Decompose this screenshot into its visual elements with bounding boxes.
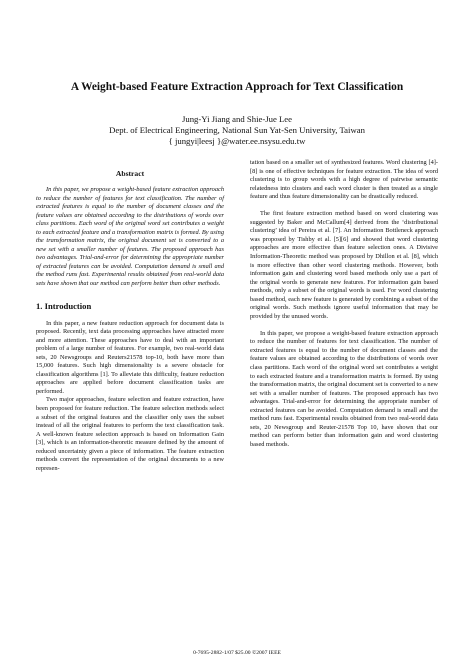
copyright-footer: 0-7695-2882-1/07 $25.00 ©2007 IEEE: [193, 650, 281, 656]
left-column: [36, 169, 224, 473]
paragraph-gap: [250, 321, 438, 330]
right-paragraph-1: tation based on a smaller set of synthesized features. Word clustering [4]-[8] is one of effective techniques for feature extraction. The idea of word clustering is to group words with a high degree of pairwise semantic relatedness into clusters and each word cluster is then treated as a single feature and thus feature dimensionality can be drastically reduced.: [250, 159, 438, 201]
abstract-text: In this paper, we propose a weight-based feature extraction approach to reduce the number of features for text classification. The number of extracted features is equal to the number of document classes and the feature values are obtained according to the distributions of words over class partitions. Each word of the original word set contributes a weight to each extracted feature and a transformation matrix is formed. By using the transformation matrix, the original document set is converted to a new set with a smaller number of features. The proposed approach has two advantages. Trial-and-error for determining the appropriate number of extracted features can be avoided. Computation demand is small and the method runs fast. Experimental results obtained from real-world data sets have shown that our method can perform better than other methods.: [36, 186, 224, 288]
paragraph-gap: [250, 202, 438, 211]
introduction-heading: 1. Introduction: [36, 300, 92, 311]
right-paragraph-2: The first feature extraction method based on word clustering was suggested by Baker and McCallum[4] derived from the ‘distributional clustering’ idea of Pereira et al. [7]. An Information Bottleneck approach was proposed by Tishby et al. [5][6] and showed that word clustering approaches are more effective than feature selection ones. A Divisive Information-Theoretic method was proposed by Dhillon et al. [8], which is more effective than other word clustering methods. However, both information gain and clustering word based methods only use a part of the original words to generate new features. For information gain based methods, only a subset of the original words is used. For word clustering based method, each new feature is generated by combining a subset of the original words. Such methods ignore useful information that may be provided by the unused words.: [250, 210, 438, 320]
introduction-paragraph-1: In this paper, a new feature reduction approach for document data is proposed. Recently, text data processing approaches have attracted more and more attention. These approaches have to deal with an important problem of a large number of features. For example, two real-world data sets, 20 Newsgroups and Reuters21578 top-10, both have more than 15,000 features. Such high dimensionality is a severe obstacle for classification algorithms [1]. To alleviate this difficulty, feature reduction approaches are applied before document classification tasks are performed.: [36, 319, 224, 395]
author-names: Jung-Yi Jiang and Shie-Jue Lee: [181, 114, 293, 124]
right-column: [250, 159, 438, 450]
paper-title: A Weight-based Feature Extraction Approach for Text Classification: [70, 81, 404, 93]
author-block: [20, 114, 454, 148]
introduction-paragraph-2: Two major approaches, feature selection and feature extraction, have been proposed for feature reduction. The feature selection methods select a subset of the original features and the classifier only uses the subset instead of all the original features to perform the text classification task. A well-known feature selection approach is based on Information Gain [3], which is an information-theoretic measure defined by the amount of reduced uncertainty given a piece of information. The feature extraction methods convert the representation of the original documents to a new represen-: [36, 396, 224, 472]
right-paragraph-3: In this paper, we propose a weight-based feature extraction approach to reduce the number of features for text classification. The number of extracted features is equal to the number of document classes and the feature values are obtained according to the distributions of words over class partitions. Each word of the original word set contributes a weight to each extracted feature and a transformation matrix is formed. By using the transformation matrix, the original document set is converted to a new set with a smaller number of features. The proposed approach has two advantages. Trial-and-error for determining the appropriate number of extracted features can be avoided. Computation demand is small and the method runs fast. Experimental results obtained from two real-world data sets, 20 Newsgroup and Reuter-21578 Top 10, have shown that our method can perform better than information gain and word clustering based methods.: [250, 329, 438, 448]
abstract-heading: Abstract: [115, 169, 145, 178]
author-affiliation: Dept. of Electrical Engineering, National Sun Yat-Sen University, Taiwan: [109, 125, 365, 136]
author-email: { jungyi|leesj }@water.ee.nsysu.edu.tw: [168, 136, 306, 147]
